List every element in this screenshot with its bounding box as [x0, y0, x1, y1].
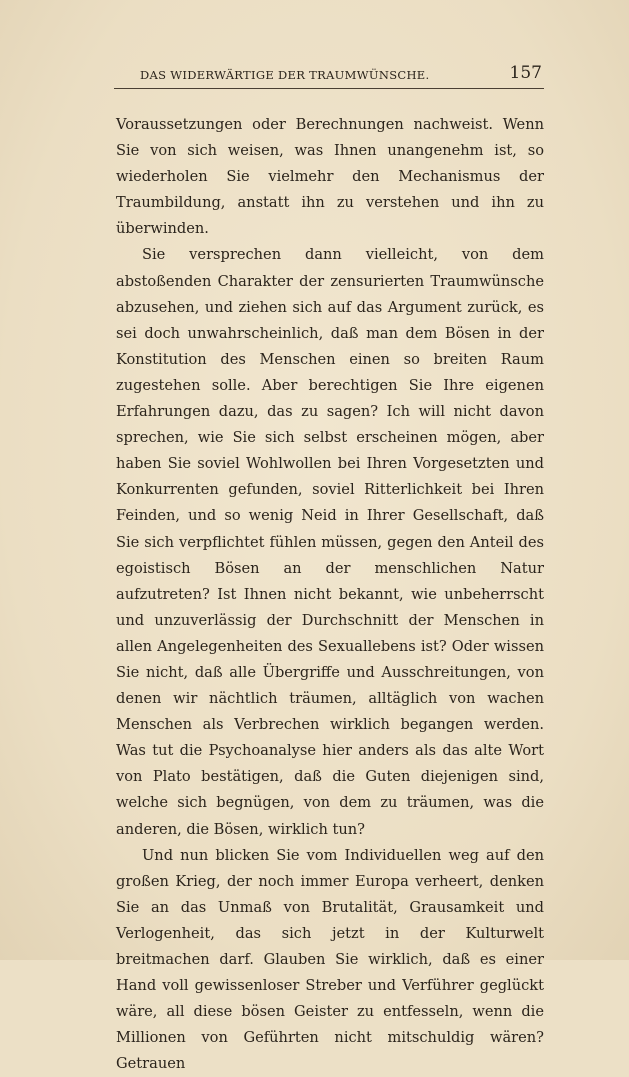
- running-title: DAS WIDERWÄRTIGE DER TRAUMWÜNSCHE.: [140, 68, 430, 82]
- page-header: [114, 62, 544, 89]
- paragraph-3: Und nun blicken Sie vom Individuellen weg auf den großen Krieg, der noch immer Europa verheert, denken Sie an das Unmaß von Brutalität, Grausamkeit und Verlogenheit, das sich jetzt in der Kulturwelt breitmachen darf. Glauben Sie wirklich, daß es einer Hand voll gewissenloser Streber und Verführer geglückt wäre, all diese bösen Geister zu entfesseln, wenn die Millionen von Geführten nicht mitschuldig wären? Getrauen: [116, 846, 544, 1073]
- page-number: 157: [509, 63, 542, 83]
- paragraph-1: Voraussetzungen oder Berechnungen nachweist. Wenn Sie von sich weisen, was Ihnen unangenehm ist, so wiederholen Sie vielmehr den Mechanismus der Traumbildung, anstatt ihn zu verstehen und ihn zu überwinden.: [116, 116, 544, 238]
- body-text: [116, 112, 544, 1077]
- paragraph-2: Sie versprechen dann vielleicht, von dem abstoßenden Charakter der zensurierten Traumwünsche abzusehen, und ziehen sich auf das Argument zurück, es sei doch unwahrscheinlich, daß man dem Bösen in der Konstitution des Menschen einen so breiten Raum zugestehen solle. Aber berechtigen Sie Ihre eigenen Erfahrungen dazu, das zu sagen? Ich will nicht davon sprechen, wie Sie sich selbst erscheinen mögen, aber haben Sie soviel Wohlwollen bei Ihren Vorgesetzten und Konkurrenten gefunden, soviel Ritterlichkeit bei Ihren Feinden, und so wenig Neid in Ihrer Gesellschaft, daß Sie sich verpflichtet fühlen müssen, gegen den Anteil des egoistisch Bösen an der menschlichen Natur aufzutreten? Ist Ihnen nicht bekannt, wie unbeherrscht und unzuverlässig der Durchschnitt der Menschen in allen Angelegenheiten des Sexuallebens ist? Oder wissen Sie nicht, daß alle Übergriffe und Ausschreitungen, von denen wir nächtlich träumen, alltäglich von wachen Menschen als Verbrechen wirklich begangen werden. Was tut die Psychoanalyse hier anders als das alte Wort von Plato bestätigen, daß die Guten diejenigen sind, welche sich begnügen, von dem zu träumen, was die anderen, die Bösen, wirklich tun?: [116, 246, 544, 838]
